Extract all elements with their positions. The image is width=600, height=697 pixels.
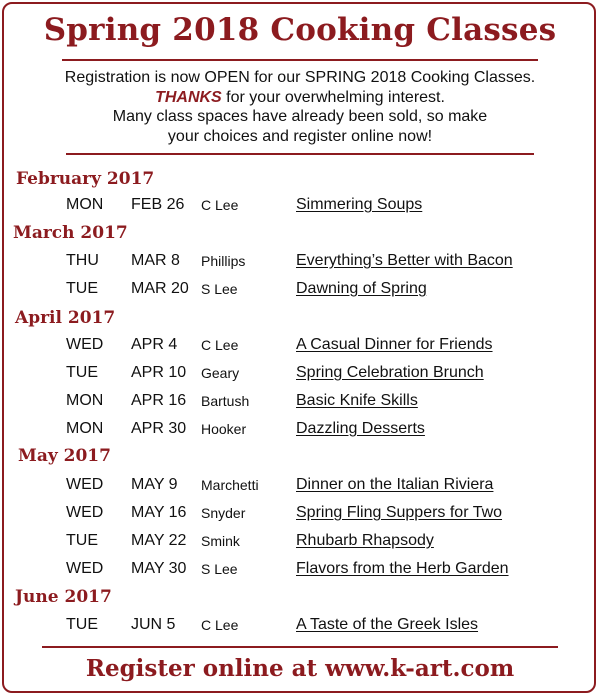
class-row xyxy=(0,532,600,552)
class-title-link[interactable]: Dazzling Desserts xyxy=(296,420,425,437)
class-title-link[interactable]: Dinner on the Italian Riviera xyxy=(296,476,494,493)
class-date: APR 4 xyxy=(131,336,178,353)
intro-line-3: Many class spaces have already been sold, so make xyxy=(112,108,488,125)
class-title-link[interactable]: A Casual Dinner for Friends xyxy=(296,336,493,353)
month-heading-june: June 2017 xyxy=(15,587,112,607)
class-day: WED xyxy=(66,560,104,577)
class-row xyxy=(0,196,600,216)
intro-line-1: Registration is now OPEN for our SPRING 2018 Cooking Classes. xyxy=(64,69,536,86)
class-title-link[interactable]: Basic Knife Skills xyxy=(296,392,418,409)
page-title: Spring 2018 Cooking Classes xyxy=(43,12,557,48)
class-day: TUE xyxy=(66,280,98,297)
class-title-link[interactable]: Spring Fling Suppers for Two xyxy=(296,504,503,521)
class-day: TUE xyxy=(66,616,98,633)
class-row xyxy=(0,252,600,272)
class-date: MAY 22 xyxy=(131,532,187,549)
class-title-link[interactable]: Flavors from the Herb Garden xyxy=(296,560,509,577)
class-title-link[interactable]: Dawning of Spring xyxy=(296,280,427,297)
class-date: MAY 30 xyxy=(131,560,187,577)
class-day: WED xyxy=(66,504,104,521)
class-date: MAY 16 xyxy=(131,504,187,521)
class-row xyxy=(0,476,600,496)
intro-line-4: your choices and register online now! xyxy=(167,127,433,145)
class-instructor: C Lee xyxy=(201,617,239,633)
intro-divider xyxy=(66,153,534,155)
class-row xyxy=(0,280,600,300)
class-instructor: Phillips xyxy=(201,253,246,269)
title-divider xyxy=(62,59,538,61)
class-instructor: Bartush xyxy=(201,393,250,409)
class-date: JUN 5 xyxy=(131,616,176,633)
class-row xyxy=(0,560,600,580)
month-heading-february: February 2017 xyxy=(16,169,155,189)
class-date: MAY 9 xyxy=(131,476,178,493)
class-date: APR 30 xyxy=(131,420,187,437)
class-day: TUE xyxy=(66,364,98,381)
class-day: MON xyxy=(66,420,104,437)
month-heading-may: May 2017 xyxy=(18,446,111,466)
intro-line-2 xyxy=(0,88,600,108)
register-link[interactable]: Register online at www.k-art.com xyxy=(85,655,515,682)
class-row xyxy=(0,504,600,524)
month-heading-april: April 2017 xyxy=(15,308,116,328)
class-instructor: Marchetti xyxy=(201,477,259,493)
class-row xyxy=(0,392,600,412)
class-date: FEB 26 xyxy=(131,196,185,213)
class-date: MAR 20 xyxy=(131,280,189,297)
class-title-link[interactable]: Spring Celebration Brunch xyxy=(296,364,484,381)
class-date: APR 16 xyxy=(131,392,187,409)
class-instructor: Smink xyxy=(201,533,240,549)
class-row xyxy=(0,364,600,384)
class-title-link[interactable]: Simmering Soups xyxy=(296,196,423,213)
class-instructor: S Lee xyxy=(201,561,238,577)
intro-line-2-rest: for your overwhelming interest. xyxy=(221,88,445,106)
class-row xyxy=(0,616,600,636)
class-row xyxy=(0,420,600,440)
class-instructor: Snyder xyxy=(201,505,246,521)
thanks-emphasis: THANKS xyxy=(155,88,222,106)
class-row xyxy=(0,336,600,356)
class-title-link[interactable]: Rhubarb Rhapsody xyxy=(296,532,434,549)
class-instructor: Geary xyxy=(201,365,240,381)
class-day: TUE xyxy=(66,532,98,549)
class-instructor: Hooker xyxy=(201,421,247,437)
month-heading-march: March 2017 xyxy=(13,223,128,243)
class-day: THU xyxy=(66,252,99,269)
intro-text xyxy=(0,68,600,146)
class-title-link[interactable]: Everything’s Better with Bacon xyxy=(296,252,513,269)
class-date: APR 10 xyxy=(131,364,187,381)
class-day: WED xyxy=(66,476,104,493)
class-title-link[interactable]: A Taste of the Greek Isles xyxy=(296,616,479,633)
class-day: MON xyxy=(66,196,104,213)
class-instructor: S Lee xyxy=(201,281,238,297)
class-date: MAR 8 xyxy=(131,252,180,269)
footer-divider xyxy=(42,646,558,648)
class-instructor: C Lee xyxy=(201,197,239,213)
class-instructor: C Lee xyxy=(201,337,239,353)
class-day: WED xyxy=(66,336,104,353)
class-day: MON xyxy=(66,392,104,409)
